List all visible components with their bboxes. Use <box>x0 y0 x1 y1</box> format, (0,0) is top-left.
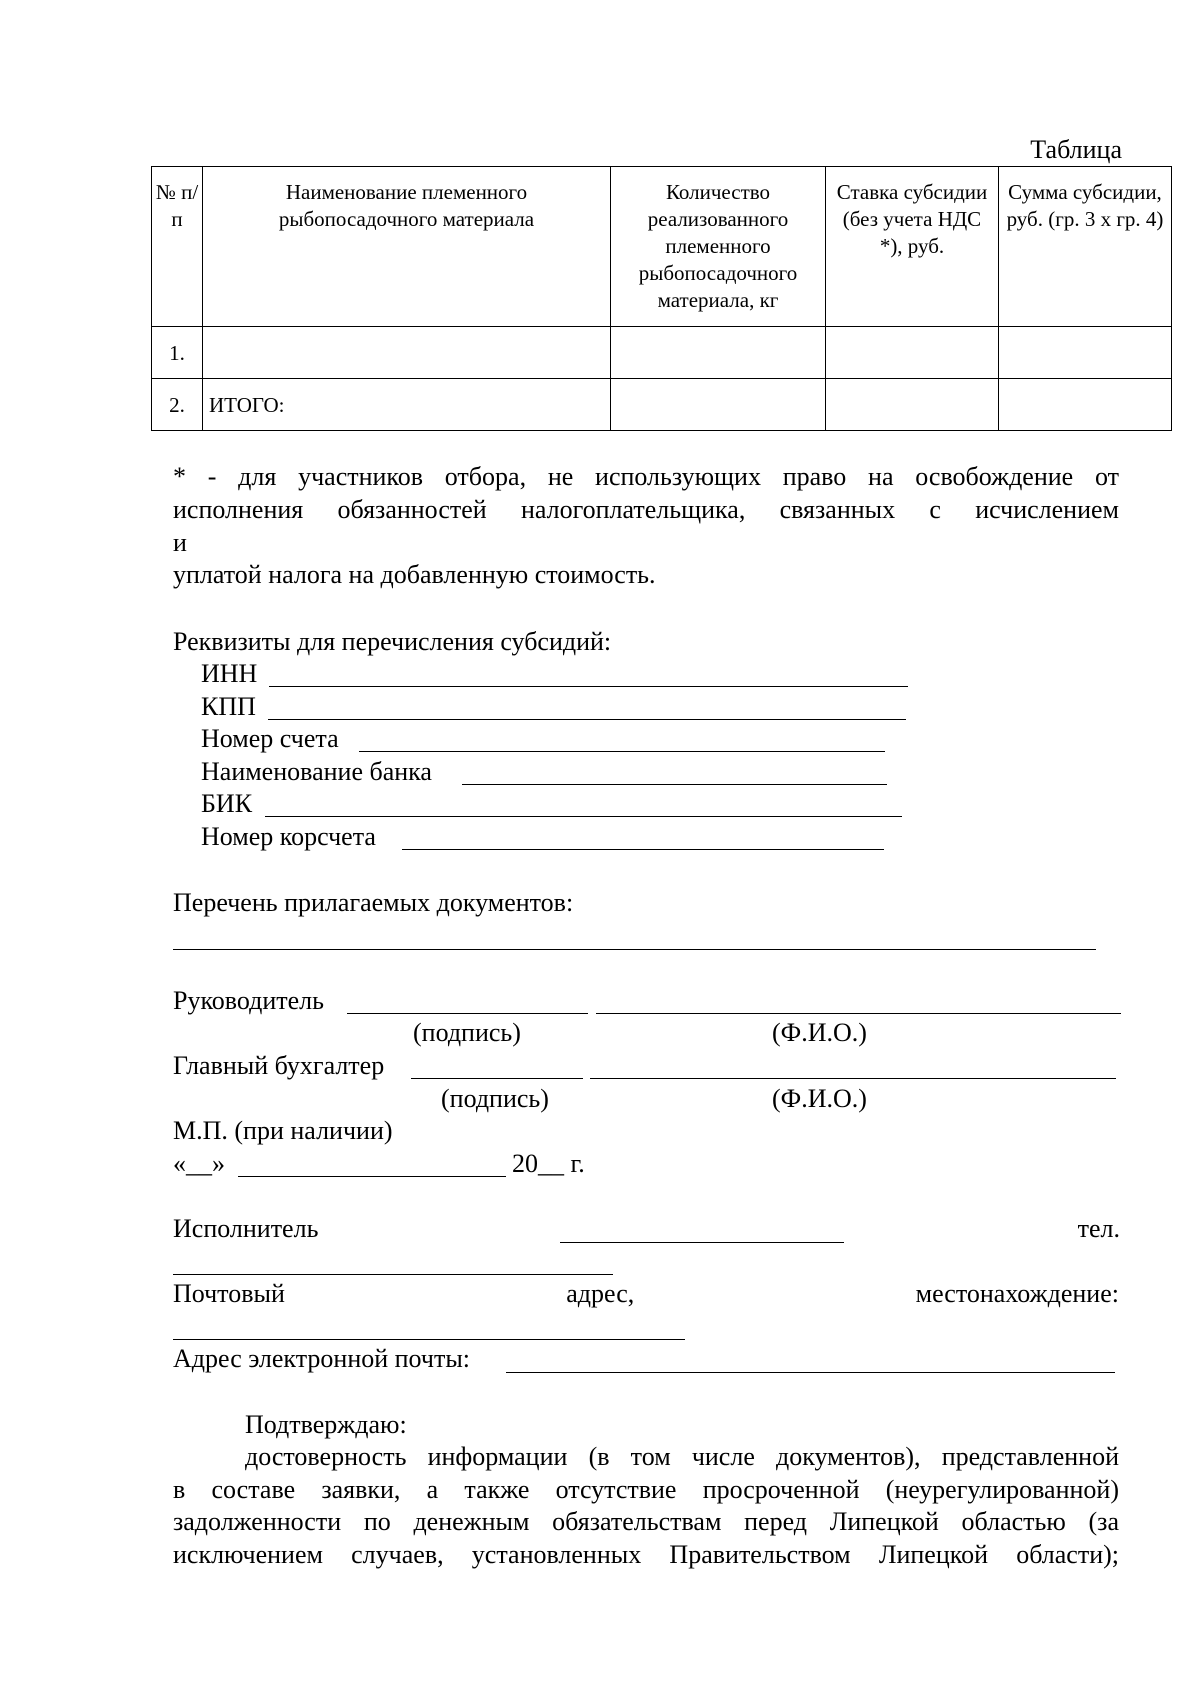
table-row <box>152 379 1172 431</box>
accountant-name-field[interactable] <box>590 1078 1116 1079</box>
confirm-line-1: достоверность информации (в том числе документов), представленной <box>245 1442 1119 1471</box>
bank-label: Наименование банка <box>201 757 432 786</box>
bik-field[interactable] <box>265 816 902 817</box>
postal-word-1: Почтовый <box>173 1279 285 1308</box>
table-header-row <box>152 167 1172 327</box>
inn-label: ИНН <box>201 659 258 688</box>
table-cell[interactable] <box>826 327 999 379</box>
kpp-label: КПП <box>201 692 256 721</box>
email-field[interactable] <box>506 1372 1115 1373</box>
accountant-signature-field[interactable] <box>411 1078 583 1079</box>
stamp-label: М.П. (при наличии) <box>173 1116 393 1145</box>
head-signature-caption: (подпись) <box>413 1018 521 1047</box>
table-cell[interactable] <box>826 379 999 431</box>
phone-field[interactable] <box>173 1274 613 1275</box>
table-row <box>152 327 1172 379</box>
postal-word-2: адрес, <box>566 1279 635 1308</box>
table-cell[interactable] <box>611 327 826 379</box>
head-name-field[interactable] <box>596 1013 1121 1014</box>
table-cell: 2. <box>152 379 203 431</box>
account-label: Номер счета <box>201 724 339 753</box>
bik-label: БИК <box>201 789 253 818</box>
postal-address-line <box>173 1278 1119 1310</box>
corr-account-label: Номер корсчета <box>201 822 376 851</box>
footnote-line-1: * - для участников отбора, не использующих право на освобождение от <box>173 462 1119 491</box>
executor-field[interactable] <box>560 1242 844 1243</box>
col-header-number: № п/п <box>152 167 203 327</box>
postal-address-field[interactable] <box>173 1339 685 1340</box>
email-label: Адрес электронной почты: <box>173 1344 471 1373</box>
confirm-line-4: исключением случаев, установленных Правительством Липецкой области); <box>173 1540 1119 1569</box>
table-cell: 1. <box>152 327 203 379</box>
table-cell[interactable] <box>999 327 1172 379</box>
date-month-field[interactable] <box>238 1176 506 1177</box>
table-cell[interactable] <box>999 379 1172 431</box>
table-cell[interactable] <box>203 327 611 379</box>
confirm-line-2: в составе заявки, а также отсутствие просроченной (неурегулированной) <box>173 1475 1119 1504</box>
accountant-label: Главный бухгалтер <box>173 1051 385 1080</box>
accountant-name-caption: (Ф.И.О.) <box>772 1084 867 1113</box>
table-caption: Таблица <box>1030 135 1122 164</box>
executor-label: Исполнитель <box>173 1214 319 1243</box>
col-header-rate: Ставка субсидии (без учета НДС *), руб. <box>826 167 999 327</box>
col-header-sum: Сумма субсидии, руб. (гр. 3 х гр. 4) <box>999 167 1172 327</box>
inn-field[interactable] <box>269 686 908 687</box>
accountant-signature-caption: (подпись) <box>441 1084 549 1113</box>
subsidy-table <box>151 166 1172 431</box>
col-header-name: Наименование племенного рыбопосадочного материала <box>203 167 611 327</box>
table-cell[interactable] <box>611 379 826 431</box>
documents-title: Перечень прилагаемых документов: <box>173 888 574 917</box>
account-field[interactable] <box>359 751 885 752</box>
date-day[interactable]: «__» <box>173 1149 225 1178</box>
footnote-line-3: и <box>173 528 187 557</box>
footnote-line-2: исполнения обязанностей налогоплательщика, связанных с исчислением <box>173 495 1119 524</box>
kpp-field[interactable] <box>268 719 906 720</box>
confirm-title: Подтверждаю: <box>245 1410 407 1439</box>
date-year[interactable]: 20__ г. <box>512 1149 585 1178</box>
col-header-quantity: Количество реализованного племенного рыбопосадочного материала, кг <box>611 167 826 327</box>
head-signature-field[interactable] <box>347 1013 588 1014</box>
postal-word-3: местонахождение: <box>915 1279 1119 1308</box>
head-label: Руководитель <box>173 986 324 1015</box>
head-name-caption: (Ф.И.О.) <box>772 1018 867 1047</box>
requisites-title: Реквизиты для перечисления субсидий: <box>173 627 612 656</box>
footnote-line-4: уплатой налога на добавленную стоимость. <box>173 560 656 589</box>
documents-field[interactable] <box>173 949 1096 950</box>
bank-field[interactable] <box>462 784 887 785</box>
table-cell-total-label: ИТОГО: <box>203 379 611 431</box>
corr-account-field[interactable] <box>402 849 884 850</box>
confirm-line-3: задолженности по денежным обязательствам перед Липецкой областью (за <box>173 1507 1119 1536</box>
phone-label: тел. <box>1077 1214 1120 1243</box>
